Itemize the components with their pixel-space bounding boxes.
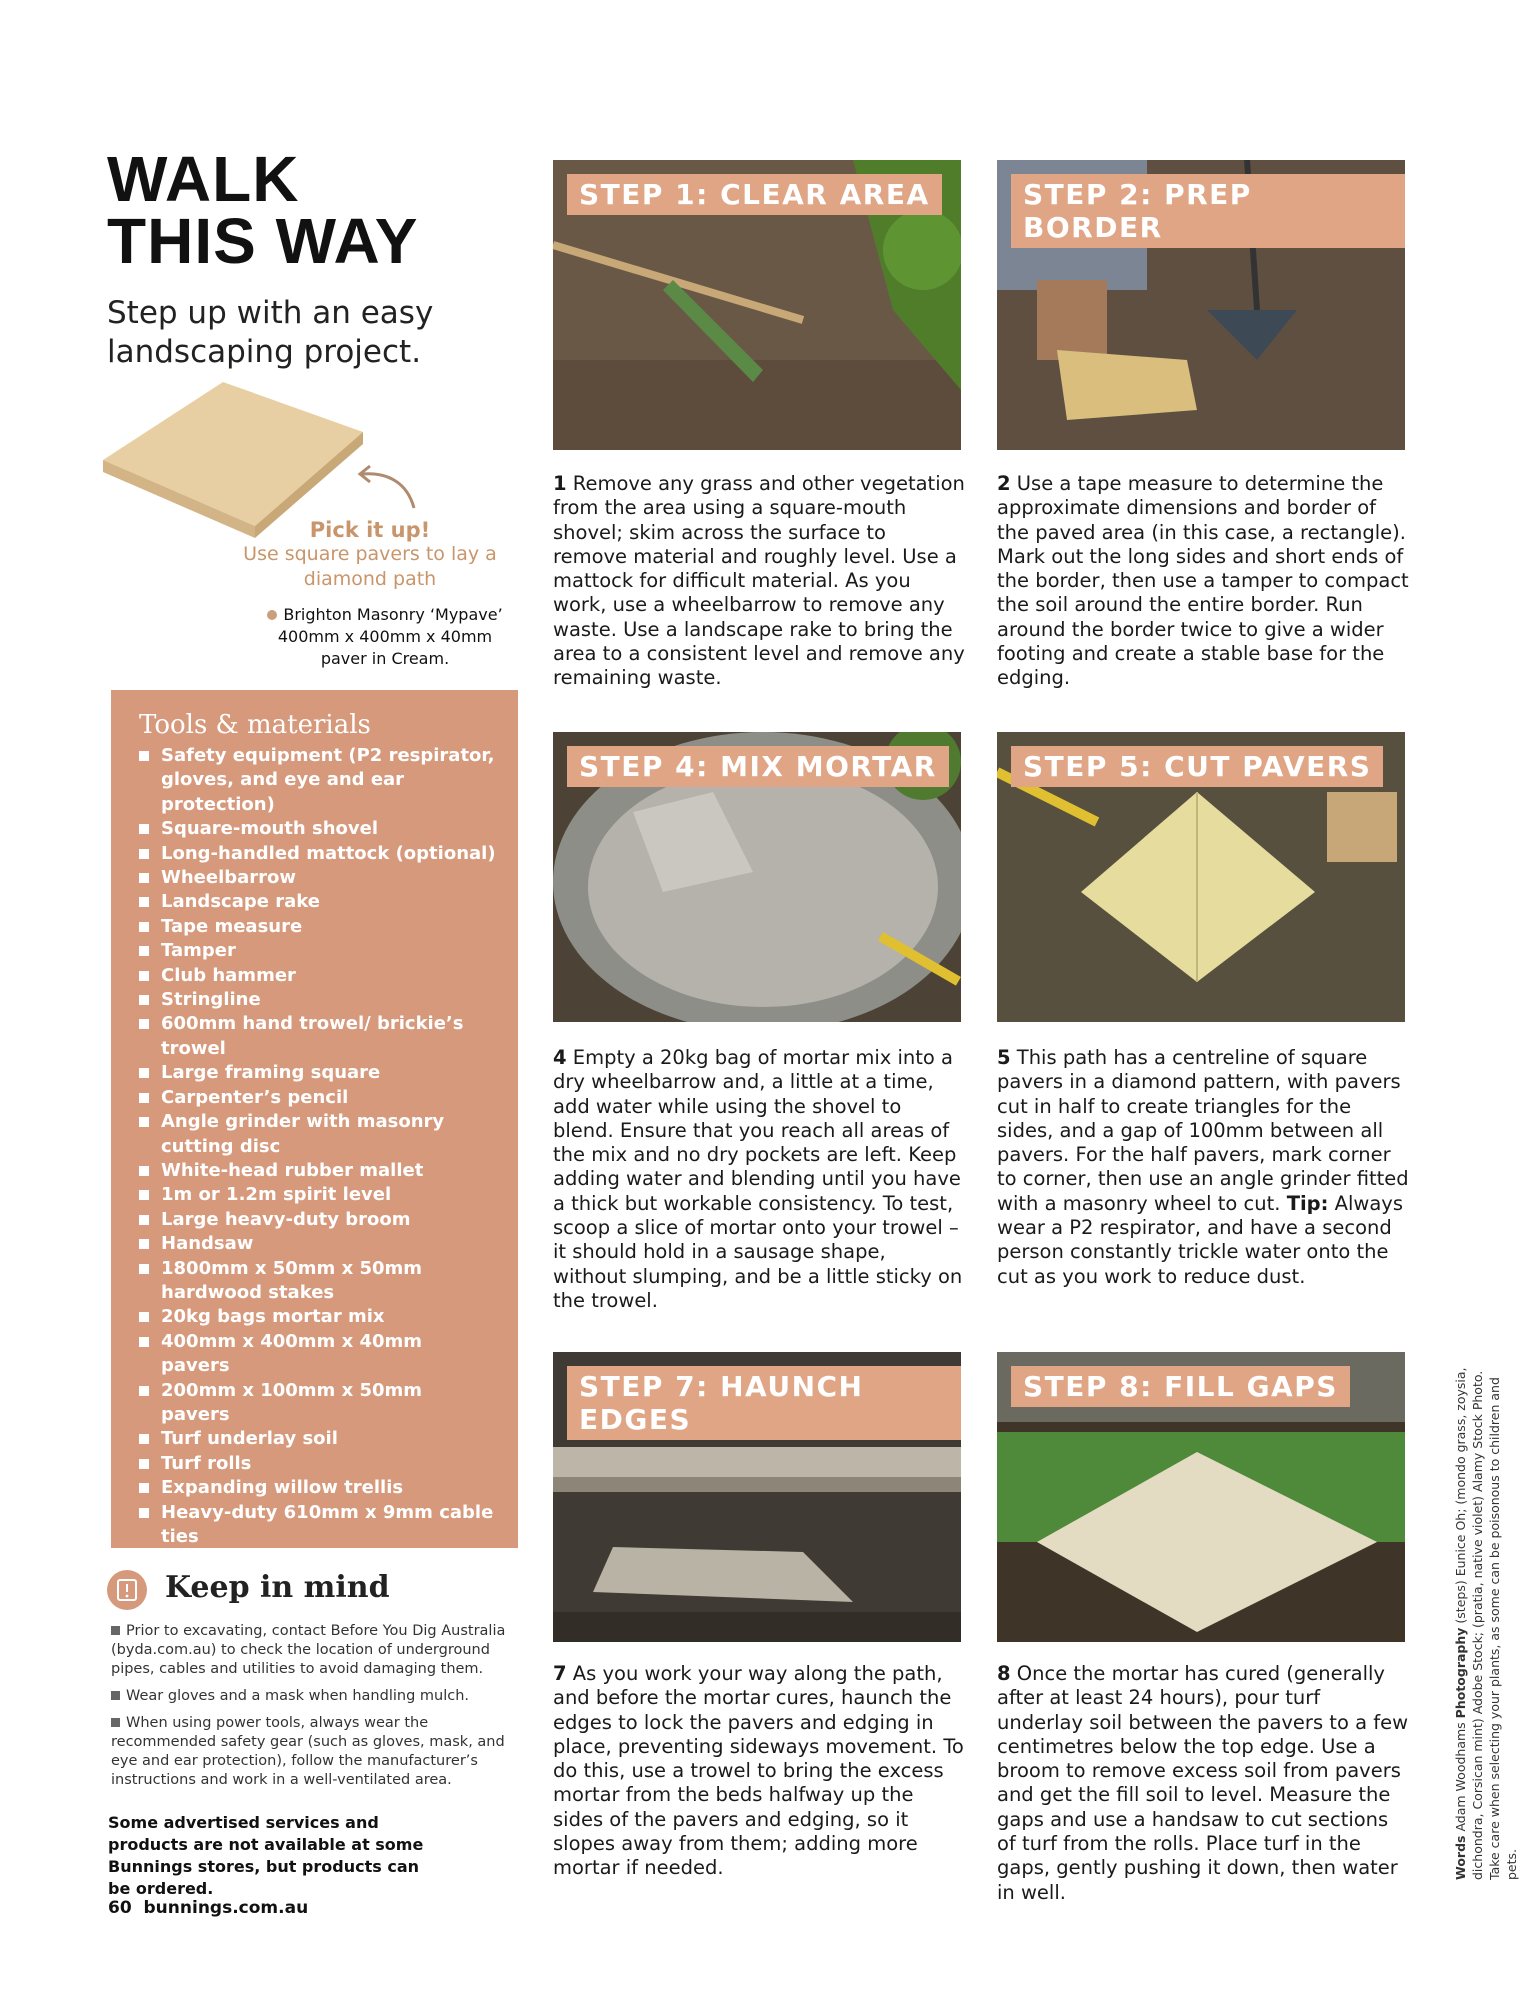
photo-credits: [1452, 1360, 1520, 1880]
step-8-label: STEP 8: FILL GAPS: [1011, 1366, 1350, 1407]
list-item: Large heavy-duty broom: [139, 1208, 496, 1232]
step-4-text: [553, 1046, 965, 1313]
list-item: Turf underlay soil: [139, 1427, 496, 1451]
step-body: As you work your way along the path, and before the mortar cures, haunch the edges to lock the pavers and edging in place, preventing sideways movement. To do this, use a trowel to bring the excess mortar from the beds halfway up the sides of the pavers and edging, so it slopes away from them; adding more mortar if needed.: [553, 1662, 964, 1880]
list-item: Tamper: [139, 939, 496, 963]
credit-words-label: Words: [1453, 1835, 1468, 1880]
tools-title: Tools & materials: [139, 710, 371, 740]
list-item: [111, 1687, 521, 1706]
title-line-2: THIS WAY: [107, 205, 419, 277]
list-item: Square-mouth shovel: [139, 817, 496, 841]
tools-list: [139, 744, 496, 1574]
page-subtitle: Step up with an easy landscaping project.: [107, 295, 434, 370]
step-number: 7: [553, 1662, 567, 1685]
step-8-photo: [997, 1352, 1405, 1642]
step-7-text: [553, 1662, 965, 1881]
list-item: [111, 1714, 521, 1790]
list-item-text: Prior to excavating, contact Before You Dig Australia (byda.com.au) to check the location of underground pipes, cables and utilities to avoid damaging them.: [111, 1623, 506, 1677]
credit-photo: (steps) Eunice Oh; (mondo grass, zoysia, dichondra, Corsican mint) Adobe Stock; (pratia, native violet) Alamy Stock Photo. Take care when selecting your plants, as some can be poisonous to children and pets.: [1453, 1367, 1519, 1880]
list-item: 200mm x 100mm x 50mm pavers: [139, 1379, 496, 1428]
list-item: 400mm x 400mm x 40mm pavers: [139, 1330, 496, 1379]
list-item: Stringline: [139, 988, 496, 1012]
list-item: Angle grinder with masonry cutting disc: [139, 1110, 496, 1159]
step-body: Use a tape measure to determine the approximate dimensions and border of the paved area (in this case, a rectangle). Mark out the long sides and short ends of the border, then use a tamper to compact the soil around the entire border. Run around the border twice to give a wider footing and create a stable base for the edging.: [997, 472, 1409, 690]
page-title: [107, 143, 419, 277]
list-item: Carpenter’s pencil: [139, 1086, 496, 1110]
pick-description: Use square pavers to lay a diamond path: [243, 543, 497, 590]
step-1-label: STEP 1: CLEAR AREA: [567, 174, 942, 215]
list-item: [111, 1622, 521, 1679]
step-body: This path has a centreline of square pavers in a diamond pattern, with pavers cut in half to create triangles for the sides, and a gap of 100mm between all pavers. For the half pavers, mark corner to corner, then use an angle grinder fitted with a masonry wheel to cut.: [997, 1046, 1409, 1215]
step-number: 1: [553, 472, 567, 495]
list-item: Large framing square: [139, 1061, 496, 1085]
step-5-label: STEP 5: CUT PAVERS: [1011, 746, 1383, 787]
list-item-text: Wear gloves and a mask when handling mulch.: [126, 1688, 470, 1704]
site-link[interactable]: bunnings.com.au: [143, 1898, 309, 1918]
pick-heading: Pick it up!: [309, 518, 431, 542]
bullet-square-icon: [111, 1718, 120, 1727]
product-caption: [255, 604, 515, 670]
warning-book-icon: [107, 1570, 147, 1610]
step-1-photo: [553, 160, 961, 450]
list-item: Bark mulch: [139, 1549, 496, 1573]
list-item-text: When using power tools, always wear the recommended safety gear (such as gloves, mask, and eye and ear protection), follow the manufacturer’s instructions and work in a well-ventilated area.: [111, 1715, 505, 1788]
list-item: Wheelbarrow: [139, 866, 496, 890]
step-body: Remove any grass and other vegetation from the area using a square-mouth shovel; skim across the surface to remove material and roughly level. Use a mattock for difficult material. As you work, use a wheelbarrow to remove any waste. Use a landscape rake to bring the area to a consistent level and remove any remaining waste.: [553, 472, 965, 690]
product-text: Brighton Masonry ‘Mypave’ 400mm x 400mm x 40mm paver in Cream.: [277, 605, 503, 668]
step-5-text: [997, 1046, 1409, 1289]
step-number: 8: [997, 1662, 1011, 1685]
step-2-text: [997, 472, 1409, 691]
list-item: Long-handled mattock (optional): [139, 842, 496, 866]
step-number: 5: [997, 1046, 1011, 1069]
list-item: Expanding willow trellis: [139, 1476, 496, 1500]
step-body: Once the mortar has cured (generally after at least 24 hours), pour turf underlay soil between the pavers to a few centimetres below the top edge. Use a broom to remove excess soil from pavers and get the fill soil to level. Measure the gaps and use a handsaw to cut sections of turf from the rolls. Place turf in the gaps, gently pushing it down, then water in well.: [997, 1662, 1409, 1904]
bullet-square-icon: [111, 1626, 120, 1635]
tools-panel: [111, 690, 518, 1572]
credit-photo-label: Photography: [1453, 1627, 1468, 1719]
bullet-dot-icon: [267, 610, 277, 620]
list-item: 600mm hand trowel/ brickie’s trowel: [139, 1012, 496, 1061]
keep-in-mind-list: [111, 1622, 521, 1798]
list-item: 1m or 1.2m spirit level: [139, 1183, 496, 1207]
curved-arrow-icon: [352, 462, 422, 516]
disclaimer: Some advertised services and products are not available at some Bunnings stores, but products can be ordered.: [108, 1813, 424, 1898]
list-item: Turf rolls: [139, 1452, 496, 1476]
list-item: Tape measure: [139, 915, 496, 939]
page-number: 60: [108, 1898, 132, 1918]
step-2-photo: [997, 160, 1405, 450]
step-7-label: STEP 7: HAUNCH EDGES: [567, 1366, 961, 1440]
step-7-photo: [553, 1352, 961, 1642]
tip-label: Tip:: [1286, 1191, 1329, 1215]
step-number: 2: [997, 472, 1011, 495]
step-2-label: STEP 2: PREP BORDER: [1011, 174, 1405, 248]
list-item: Safety equipment (P2 respirator, gloves, and eye and ear protection): [139, 744, 496, 817]
keep-in-mind-title: Keep in mind: [165, 1570, 390, 1605]
tip-body: Always wear a P2 respirator, and have a second person constantly trickle water onto the cut as you work to reduce dust.: [997, 1191, 1403, 1288]
list-item: 20kg bags mortar mix: [139, 1305, 496, 1329]
step-5-photo: [997, 732, 1405, 1022]
step-8-text: [997, 1662, 1409, 1905]
page-footer: [108, 1898, 308, 1918]
step-number: 4: [553, 1046, 567, 1069]
pick-callout: [230, 518, 510, 592]
list-item: 1800mm x 50mm x 50mm hardwood stakes: [139, 1257, 496, 1306]
list-item: White-head rubber mallet: [139, 1159, 496, 1183]
title-line-1: WALK: [107, 143, 300, 215]
bullet-square-icon: [111, 1691, 120, 1700]
list-item: Landscape rake: [139, 890, 496, 914]
list-item: Handsaw: [139, 1232, 496, 1256]
list-item: Club hammer: [139, 964, 496, 988]
list-item: Heavy-duty 610mm x 9mm cable ties: [139, 1501, 496, 1550]
step-1-text: [553, 472, 965, 691]
credit-words: Adam Woodhams: [1453, 1722, 1468, 1832]
step-body: Empty a 20kg bag of mortar mix into a dry wheelbarrow and, a little at a time, add water while using the shovel to blend. Ensure that you reach all areas of the mix and no dry pockets are left. Keep adding water and blending until you have a thick but workable consistency. To test, scoop a slice of mortar onto your trowel – it should hold in a sausage shape, without slumping, and be a little sticky on the trowel.: [553, 1046, 963, 1312]
step-4-photo: [553, 732, 961, 1022]
step-4-label: STEP 4: MIX MORTAR: [567, 746, 949, 787]
